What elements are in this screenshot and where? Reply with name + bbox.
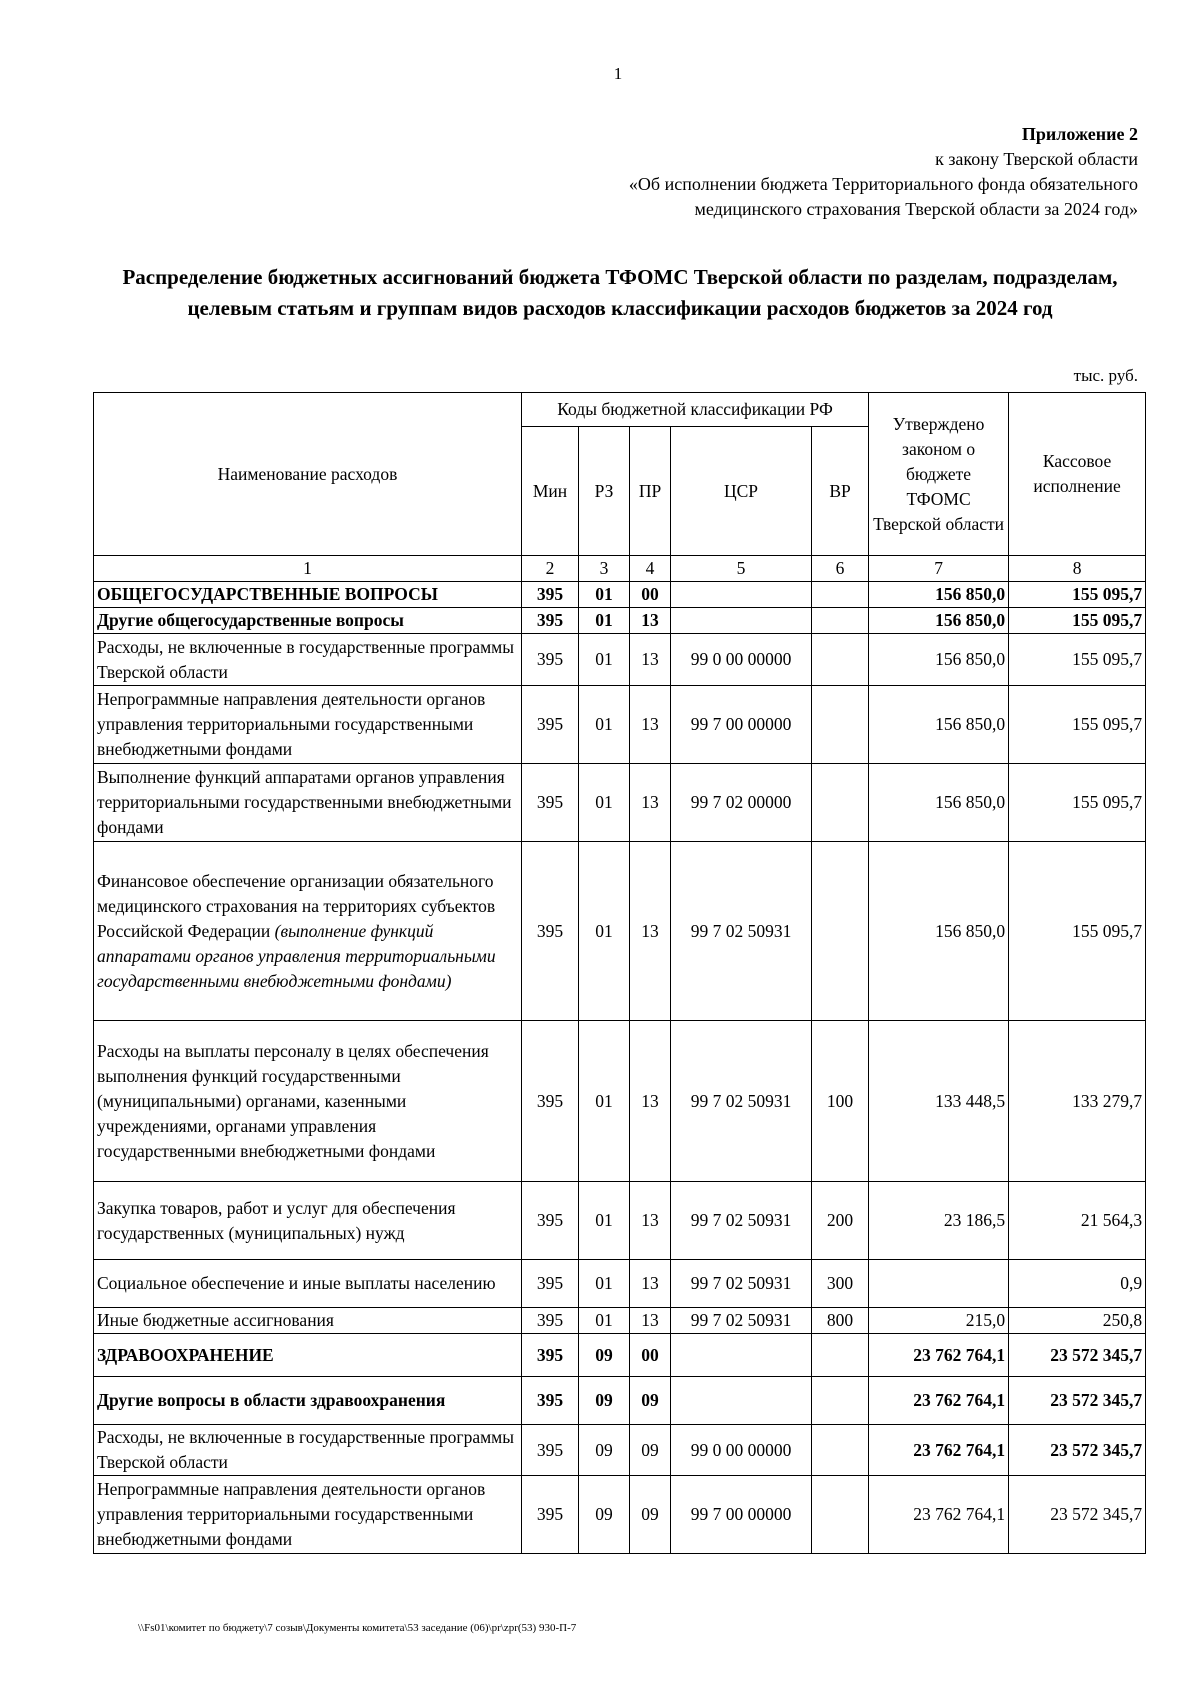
cell-name: ЗДРАВООХРАНЕНИЕ	[94, 1334, 522, 1377]
header-executed: Кассовое исполнение	[1009, 393, 1146, 556]
cell-vr	[812, 764, 869, 842]
budget-table	[93, 392, 1146, 1554]
cell-name: Непрограммные направления деятельности органов управления территориальными государственными внебюджетными фондами	[94, 1476, 522, 1554]
table-row	[94, 686, 1146, 764]
cell-rz: 01	[579, 608, 630, 634]
cell-rz: 01	[579, 686, 630, 764]
cell-vr	[812, 686, 869, 764]
cell-min: 395	[522, 1308, 579, 1334]
cell-min: 395	[522, 1425, 579, 1476]
column-number: 6	[812, 556, 869, 582]
cell-executed: 21 564,3	[1009, 1182, 1146, 1260]
cell-rz: 09	[579, 1425, 630, 1476]
document-title: Распределение бюджетных ассигнований бюджета ТФОМС Тверской области по разделам, подразделам, целевым статьям и группам видов расходов классификации расходов бюджетов за 2024 год	[122, 265, 1118, 320]
cell-rz: 01	[579, 764, 630, 842]
cell-executed: 133 279,7	[1009, 1021, 1146, 1182]
cell-approved: 23 762 764,1	[869, 1476, 1009, 1554]
cell-pr: 13	[630, 842, 671, 1021]
appendix-title: Приложение 2	[1021, 124, 1138, 144]
table-row	[94, 1476, 1146, 1554]
cell-rz: 01	[579, 634, 630, 686]
cell-csr: 99 7 02 00000	[671, 764, 812, 842]
cell-executed: 23 572 345,7	[1009, 1476, 1146, 1554]
cell-vr: 800	[812, 1308, 869, 1334]
cell-vr	[812, 1425, 869, 1476]
header-name: Наименование расходов	[94, 393, 522, 556]
table-row	[94, 1334, 1146, 1377]
cell-csr: 99 7 00 00000	[671, 686, 812, 764]
cell-approved: 23 762 764,1	[869, 1425, 1009, 1476]
cell-csr: 99 0 00 00000	[671, 634, 812, 686]
cell-rz: 09	[579, 1476, 630, 1554]
cell-name: Другие вопросы в области здравоохранения	[94, 1377, 522, 1425]
cell-csr	[671, 1377, 812, 1425]
cell-approved: 133 448,5	[869, 1021, 1009, 1182]
cell-vr	[812, 608, 869, 634]
cell-name: Социальное обеспечение и иные выплаты населению	[94, 1260, 522, 1308]
cell-pr: 09	[630, 1476, 671, 1554]
table-row	[94, 1021, 1146, 1182]
cell-csr	[671, 608, 812, 634]
header-approved: Утверждено законом о бюджете ТФОМС Тверской области	[869, 393, 1009, 556]
table-row	[94, 1182, 1146, 1260]
cell-executed: 155 095,7	[1009, 582, 1146, 608]
cell-vr	[812, 1377, 869, 1425]
cell-pr: 00	[630, 582, 671, 608]
table-row	[94, 1425, 1146, 1476]
cell-approved: 156 850,0	[869, 634, 1009, 686]
cell-name: Выполнение функций аппаратами органов управления территориальными государственными внебюджетными фондами	[94, 764, 522, 842]
cell-name	[94, 842, 522, 1021]
table-row	[94, 634, 1146, 686]
page-number: 1	[613, 64, 623, 83]
cell-name: Расходы, не включенные в государственные программы Тверской области	[94, 1425, 522, 1476]
appendix-header	[629, 122, 1138, 222]
column-number: 8	[1009, 556, 1146, 582]
cell-csr: 99 7 02 50931	[671, 842, 812, 1021]
appendix-line: «Об исполнении бюджета Территориального фонда обязательного	[628, 174, 1138, 194]
cell-executed: 250,8	[1009, 1308, 1146, 1334]
column-number: 3	[579, 556, 630, 582]
table-row	[94, 1308, 1146, 1334]
cell-approved	[869, 1260, 1009, 1308]
cell-executed: 155 095,7	[1009, 842, 1146, 1021]
cell-name: Закупка товаров, работ и услуг для обеспечения государственных (муниципальных) нужд	[94, 1182, 522, 1260]
header-rz: РЗ	[579, 427, 630, 556]
cell-min: 395	[522, 1377, 579, 1425]
cell-approved: 23 762 764,1	[869, 1334, 1009, 1377]
cell-approved: 156 850,0	[869, 764, 1009, 842]
cell-min: 395	[522, 764, 579, 842]
header-codes: Коды бюджетной классификации РФ	[522, 393, 869, 427]
cell-min: 395	[522, 608, 579, 634]
cell-csr: 99 7 02 50931	[671, 1260, 812, 1308]
cell-vr	[812, 634, 869, 686]
cell-rz: 01	[579, 1260, 630, 1308]
cell-csr	[671, 582, 812, 608]
cell-vr	[812, 582, 869, 608]
table-row	[94, 608, 1146, 634]
cell-min: 395	[522, 1260, 579, 1308]
cell-pr: 09	[630, 1425, 671, 1476]
appendix-line: к закону Тверской области	[935, 149, 1138, 169]
cell-rz: 01	[579, 1308, 630, 1334]
header-vr: ВР	[812, 427, 869, 556]
cell-pr: 13	[630, 1021, 671, 1182]
cell-vr: 300	[812, 1260, 869, 1308]
cell-pr: 13	[630, 1260, 671, 1308]
cell-pr: 00	[630, 1334, 671, 1377]
cell-executed: 23 572 345,7	[1009, 1334, 1146, 1377]
cell-min: 395	[522, 1334, 579, 1377]
cell-approved: 215,0	[869, 1308, 1009, 1334]
column-number: 7	[869, 556, 1009, 582]
cell-approved: 156 850,0	[869, 608, 1009, 634]
cell-pr: 13	[630, 608, 671, 634]
cell-executed: 155 095,7	[1009, 608, 1146, 634]
cell-vr: 100	[812, 1021, 869, 1182]
cell-name-italic: (выполнение функций аппаратами органов управления территориальными государственными внебюджетными фондами)	[97, 920, 496, 991]
cell-rz: 01	[579, 1021, 630, 1182]
cell-executed: 0,9	[1009, 1260, 1146, 1308]
cell-name: ОБЩЕГОСУДАРСТВЕННЫЕ ВОПРОСЫ	[94, 582, 522, 608]
cell-pr: 09	[630, 1377, 671, 1425]
cell-approved: 156 850,0	[869, 686, 1009, 764]
cell-pr: 13	[630, 1182, 671, 1260]
cell-approved: 156 850,0	[869, 842, 1009, 1021]
unit-label: тыс. руб.	[1073, 366, 1138, 385]
cell-rz: 09	[579, 1334, 630, 1377]
cell-approved: 156 850,0	[869, 582, 1009, 608]
table-row	[94, 582, 1146, 608]
column-number: 5	[671, 556, 812, 582]
cell-min: 395	[522, 686, 579, 764]
cell-min: 395	[522, 842, 579, 1021]
header-csr: ЦСР	[671, 427, 812, 556]
cell-approved: 23 762 764,1	[869, 1377, 1009, 1425]
cell-pr: 13	[630, 686, 671, 764]
header-pr: ПР	[630, 427, 671, 556]
cell-name: Другие общегосударственные вопросы	[94, 608, 522, 634]
cell-min: 395	[522, 1182, 579, 1260]
cell-rz: 09	[579, 1377, 630, 1425]
column-number: 1	[94, 556, 522, 582]
cell-approved: 23 186,5	[869, 1182, 1009, 1260]
cell-executed: 23 572 345,7	[1009, 1377, 1146, 1425]
cell-vr	[812, 1476, 869, 1554]
cell-executed: 155 095,7	[1009, 686, 1146, 764]
column-number: 2	[522, 556, 579, 582]
cell-name: Расходы, не включенные в государственные программы Тверской области	[94, 634, 522, 686]
cell-csr: 99 7 02 50931	[671, 1182, 812, 1260]
cell-name: Иные бюджетные ассигнования	[94, 1308, 522, 1334]
file-path-footer: \\Fs01\комитет по бюджету\7 созыв\Документы комитета\53 заседание (06)\pr\zpr(53) 930-П-7	[138, 1622, 577, 1634]
cell-executed: 155 095,7	[1009, 634, 1146, 686]
cell-min: 395	[522, 1476, 579, 1554]
cell-csr: 99 0 00 00000	[671, 1425, 812, 1476]
cell-min: 395	[522, 1021, 579, 1182]
cell-vr	[812, 1334, 869, 1377]
cell-min: 395	[522, 582, 579, 608]
header-min: Мин	[522, 427, 579, 556]
cell-pr: 13	[630, 1308, 671, 1334]
column-number: 4	[630, 556, 671, 582]
cell-name: Расходы на выплаты персоналу в целях обеспечения выполнения функций государственными (муниципальными) органами, казенными учреждениями, органами управления государственными внебюджетными фондами	[94, 1021, 522, 1182]
cell-executed: 155 095,7	[1009, 764, 1146, 842]
cell-pr: 13	[630, 764, 671, 842]
cell-rz: 01	[579, 1182, 630, 1260]
table-row	[94, 842, 1146, 1021]
cell-vr	[812, 842, 869, 1021]
table-row	[94, 1260, 1146, 1308]
cell-name-text: Финансовое обеспечение организации обязательного медицинского страхования на территориях субъектов Российской Федерации	[97, 870, 496, 941]
cell-csr: 99 7 02 50931	[671, 1021, 812, 1182]
cell-csr: 99 7 00 00000	[671, 1476, 812, 1554]
cell-executed: 23 572 345,7	[1009, 1425, 1146, 1476]
cell-min: 395	[522, 634, 579, 686]
cell-rz: 01	[579, 582, 630, 608]
cell-vr: 200	[812, 1182, 869, 1260]
cell-csr: 99 7 02 50931	[671, 1308, 812, 1334]
cell-pr: 13	[630, 634, 671, 686]
table-row	[94, 1377, 1146, 1425]
cell-rz: 01	[579, 842, 630, 1021]
cell-csr	[671, 1334, 812, 1377]
appendix-line: медицинского страхования Тверской области за 2024 год»	[694, 199, 1138, 219]
table-row	[94, 764, 1146, 842]
cell-name: Непрограммные направления деятельности органов управления территориальными государственными внебюджетными фондами	[94, 686, 522, 764]
